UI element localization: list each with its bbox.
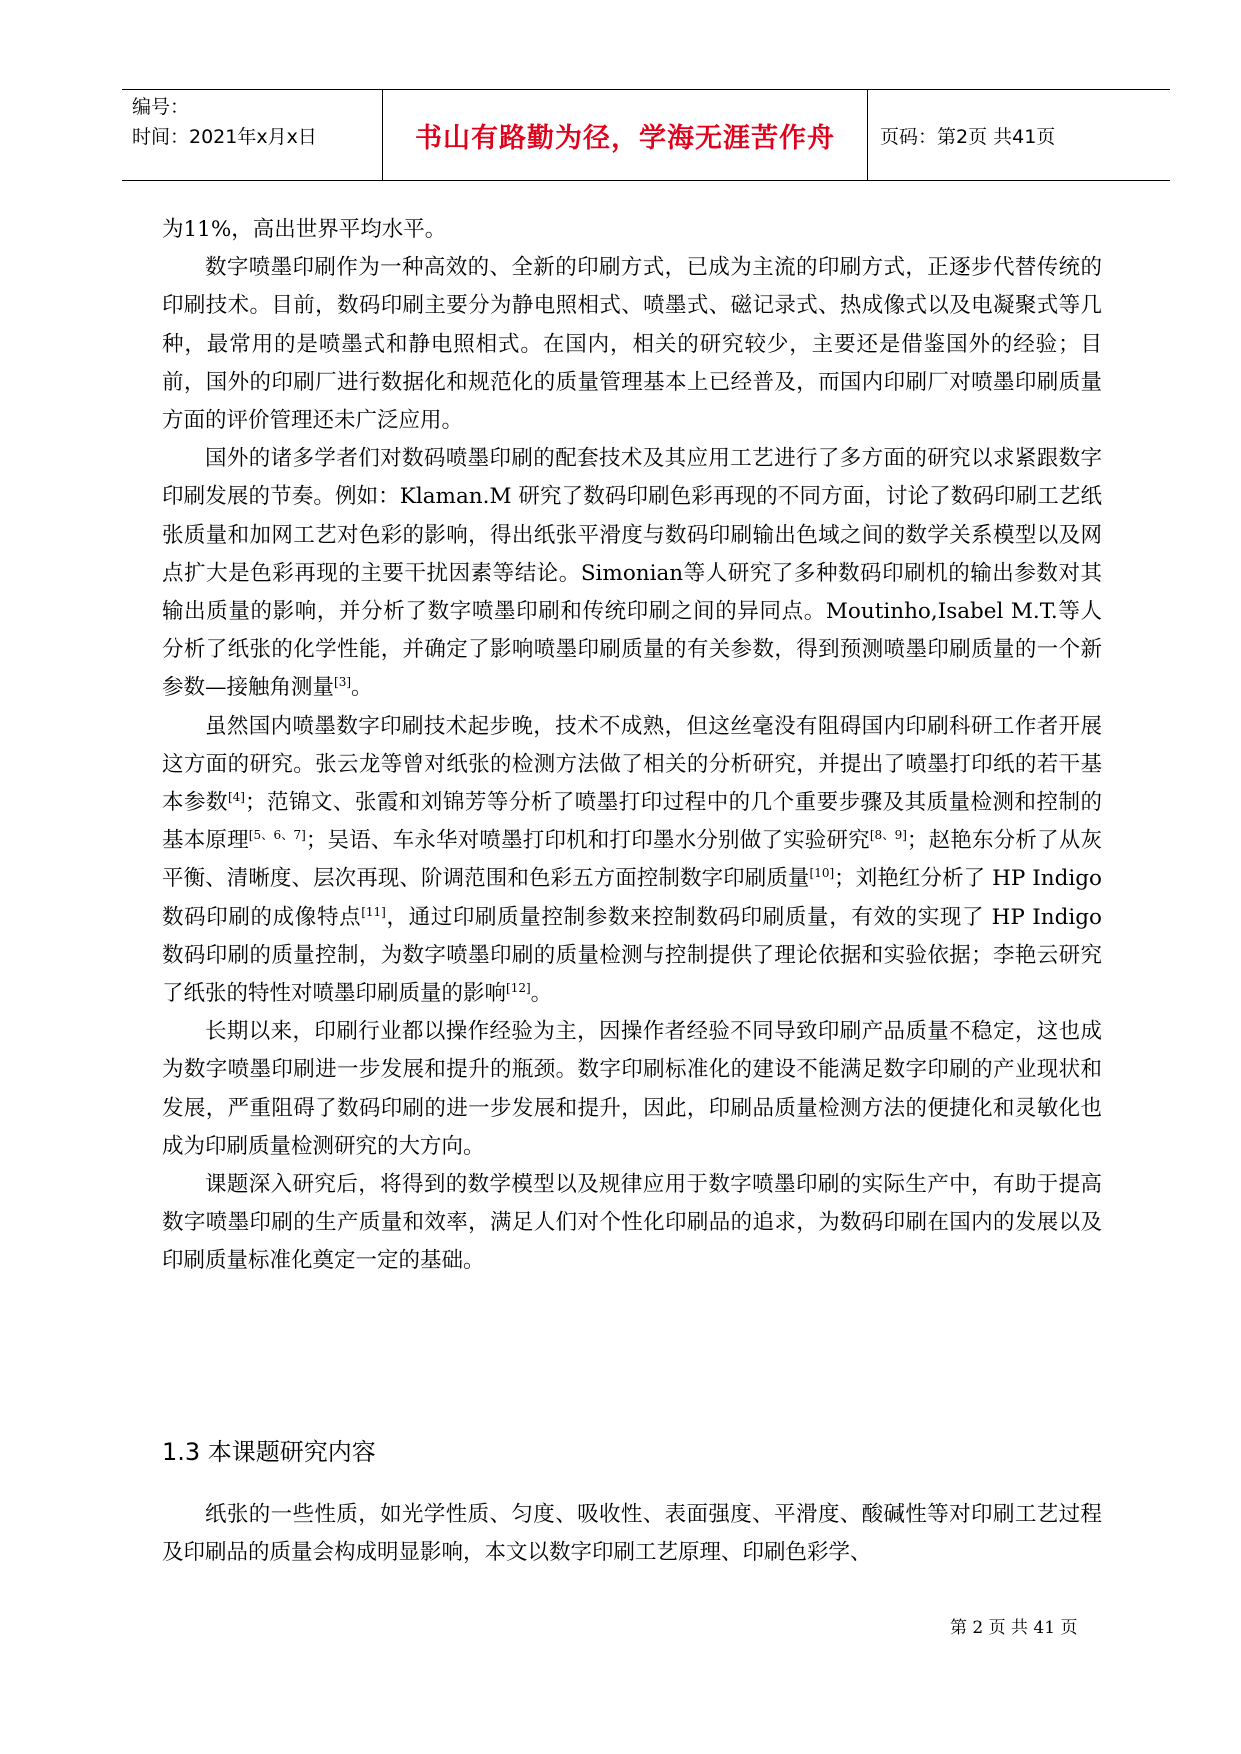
paragraph (162, 440, 1102, 707)
section-heading: 1.3 本课题研究内容 (162, 1438, 376, 1466)
body-text (162, 211, 1102, 1281)
citation: [10] (809, 866, 835, 881)
paragraph-text: ，通过印刷质量控制参数来控制数码印刷质量，有效的实现了 HP Indigo 数码印刷的质量控制，为数字喷墨印刷的质量检测与控制提供了理论依据和实验依据；李艳云研究了纸张的特性对喷墨印刷质量的影响 (162, 904, 1102, 1007)
paragraph-text: 。 (530, 981, 553, 1007)
header-motto: 书山有路勤为径，学海无涯苦作舟 (382, 90, 868, 180)
paragraph-text: 虽然国内喷墨数字印刷技术起步晚，技术不成熟，但这丝毫没有阻碍国内印刷科研工作者开展这方面的研究。张云龙等曾对纸张的检测方法做了相关的分析研究，并提出了喷墨打印纸的若干基本参数 (162, 713, 1102, 816)
page-header (122, 89, 1170, 181)
header-time: 时间：2021年x月x日 (132, 126, 317, 148)
citation: [4] (227, 789, 245, 804)
paragraph-text: ；吴语、车永华对喷墨打印机和打印墨水分别做了实验研究 (305, 828, 870, 854)
citation: [11] (361, 904, 386, 919)
citation: [5、6、7] (248, 828, 306, 843)
header-info (122, 90, 382, 180)
paragraph: 数字喷墨印刷作为一种高效的、全新的印刷方式，已成为主流的印刷方式，正逐步代替传统的印刷技术。目前，数码印刷主要分为静电照相式、喷墨式、磁记录式、热成像式以及电凝聚式等几种，最常用的是喷墨式和静电照相式。在国内，相关的研究较少，主要还是借鉴国外的经验；目前，国外的印刷厂进行数据化和规范化的质量管理基本上已经普及，而国内印刷厂对喷墨印刷质量方面的评价管理还未广泛应用。 (162, 255, 1102, 434)
paragraph-text: 国外的诸多学者们对数码喷墨印刷的配套技术及其应用工艺进行了多方面的研究以求紧跟数字印刷发展的节奏。例如：Klaman.M 研究了数码印刷色彩再现的不同方面，讨论了数码印刷工艺纸张质量和加网工艺对色彩的影响，得出纸张平滑度与数码印刷输出色域之间的数学关系模型以及网点扩大是色彩再现的主要干扰因素等结论。Simonian等人研究了多种数码印刷机的输出参数对其输出质量的影响，并分析了数字喷墨印刷和传统印刷之间的异同点。Moutinho,Isabel M.T.等人分析了纸张的化学性能，并确定了影响喷墨印刷质量的有关参数，得到预测喷墨印刷质量的一个新参数—接触角测量 (162, 446, 1102, 701)
paragraph (162, 708, 1102, 1014)
paragraph: 课题深入研究后，将得到的数学模型以及规律应用于数字喷墨印刷的实际生产中，有助于提高数字喷墨印刷的生产质量和效率，满足人们对个性化印刷品的追求，为数码印刷在国内的发展以及印刷质量标准化奠定一定的基础。 (162, 1172, 1102, 1274)
paragraph: 纸张的一些性质，如光学性质、匀度、吸收性、表面强度、平滑度、酸碱性等对印刷工艺过程及印刷品的质量会构成明显影响，本文以数字印刷工艺原理、印刷色彩学、 (162, 1502, 1102, 1566)
paragraph-text: 。 (351, 675, 373, 701)
citation: [3] (334, 675, 352, 690)
citation: [12] (506, 980, 531, 995)
section-body (162, 1496, 1102, 1572)
paragraph-text: ；刘艳红分析了 HP Indigo 数码印刷的成像特点 (162, 866, 1102, 930)
header-number: 编号： (132, 96, 190, 118)
citation: [8、9] (869, 828, 907, 843)
paragraph-continuation: 为11%，高出世界平均水平。 (162, 217, 447, 242)
page-footer: 第 2 页 共 41 页 (950, 1618, 1078, 1638)
header-page-number: 页码：第2页 共41页 (880, 125, 1056, 148)
paragraph: 长期以来，印刷行业都以操作经验为主，因操作者经验不同导致印刷产品质量不稳定，这也成为数字喷墨印刷进一步发展和提升的瓶颈。数字印刷标准化的建设不能满足数字印刷的产业现状和发展，严重阻碍了数码印刷的进一步发展和提升，因此，印刷品质量检测方法的便捷化和灵敏化也成为印刷质量检测研究的大方向。 (162, 1019, 1102, 1159)
paragraph-text: ；范锦文、张霞和刘锦芳等分析了喷墨打印过程中的几个重要步骤及其质量检测和控制的基本原理 (162, 790, 1102, 854)
paragraph-text: ；赵艳东分析了从灰平衡、清晰度、层次再现、阶调范围和色彩五方面控制数字印刷质量 (162, 828, 1102, 892)
